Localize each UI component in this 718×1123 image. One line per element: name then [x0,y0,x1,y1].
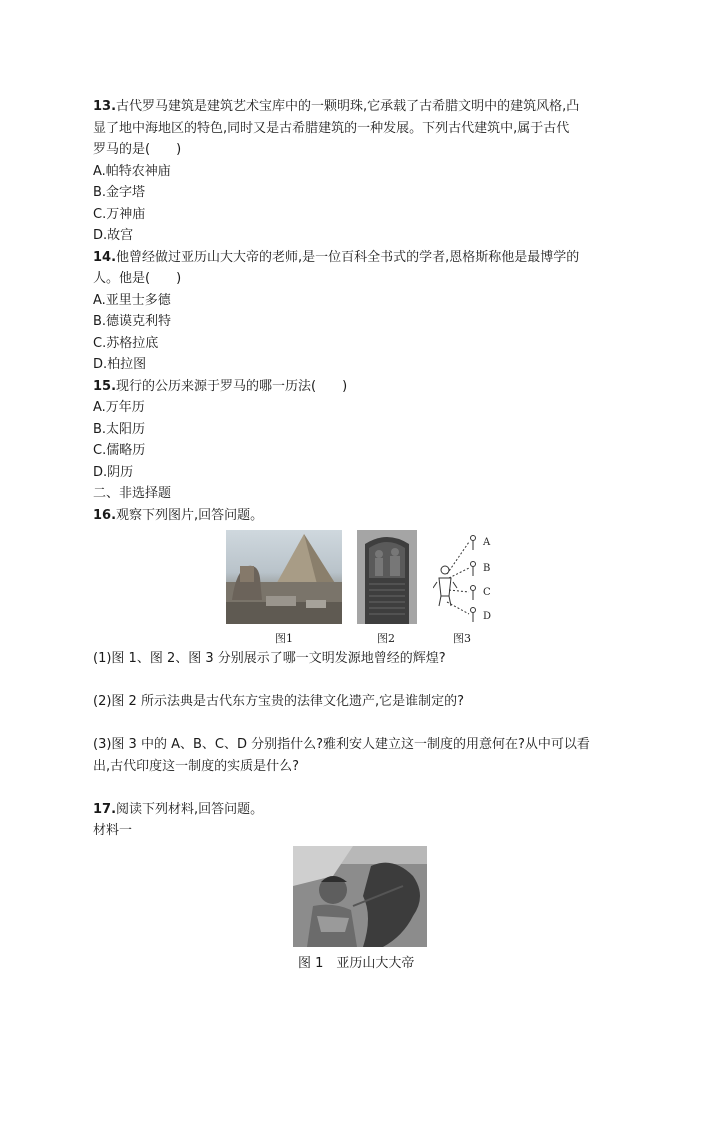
caste-label-a: A [483,537,491,548]
figure-2-caption: 图2 [377,632,395,645]
question-14-line-2: 人。他是( ) [93,271,182,286]
question-17-line-1: 17.阅读下列材料,回答问题。 [93,801,264,817]
question-13-option-d: D.故宫 [93,228,134,243]
figure-2-stele-image [357,530,417,624]
question-17-figure [93,846,633,971]
question-13-line-3: 罗马的是( ) [93,142,182,157]
caste-label-b: B [483,563,491,574]
question-16-sub-1: (1)图 1、图 2、图 3 分别展示了哪一文明发源地曾经的辉煌? [93,651,446,666]
question-15-number: 15. [93,378,117,394]
question-16-sub-3-line-1: (3)图 3 中的 A、B、C、D 分别指什么?雅利安人建立这一制度的用意何在?从中可以看 [93,737,590,752]
question-15-option-a: A.万年历 [93,400,145,415]
material-1-label: 材料一 [93,823,133,838]
question-14-option-d: D.柏拉图 [93,357,147,372]
question-16-sub-3-line-2: 出,古代印度这一制度的实质是什么? [93,758,300,774]
alexander-mosaic-image [293,846,427,947]
question-15-line-1: 15.现行的公历来源于罗马的哪一历法( ) [93,378,348,394]
question-13-option-c: C.万神庙 [93,206,146,222]
question-14-number: 14. [93,249,117,265]
question-14-option-b: B.德谟克利特 [93,314,172,329]
question-14-option-a: A.亚里士多德 [93,292,171,308]
question-16-line-1: 16.观察下列图片,回答问题。 [93,507,264,523]
question-16-sub-2: (2)图 2 所示法典是古代东方宝贵的法律文化遗产,它是谁制定的? [93,694,464,709]
question-15-option-d: D.阴历 [93,464,134,480]
figure-1-caption: 图1 [275,632,293,645]
question-13-option-b: B.金字塔 [93,185,146,200]
question-14-option-c: C.苏格拉底 [93,335,159,351]
caste-label-d: D [483,611,492,622]
question-16-figures [93,530,633,648]
figure-3-caption: 图3 [453,632,471,645]
question-15-option-b: B.太阳历 [93,421,146,437]
question-14-line-1: 14.他曾经做过亚历山大大帝的老师,是一位百科全书式的学者,恩格斯称他是最博学的 [93,249,580,265]
question-13-line-1: 13.古代罗马建筑是建筑艺术宝库中的一颗明珠,它承载了古希腊文明中的建筑风格,凸 [93,99,580,114]
question-13-number: 13. [93,99,117,114]
section-heading: 二、非选择题 [93,486,172,501]
figure-3-caste-diagram [433,530,503,624]
question-13-option-a: A.帕特农神庙 [93,163,171,179]
question-16-number: 16. [93,507,117,523]
question-15-option-c: C.儒略历 [93,443,146,458]
question-13-line-2: 显了地中海地区的特色,同时又是古希腊建筑的一种发展。下列古代建筑中,属于古代 [93,120,570,136]
caste-label-c: C [483,587,491,598]
question-17-number: 17. [93,801,117,817]
figure-1-pyramid-sphinx-image [226,530,342,624]
alexander-figure-caption: 图 1 亚历山大大帝 [298,955,415,971]
document-page [93,96,633,971]
